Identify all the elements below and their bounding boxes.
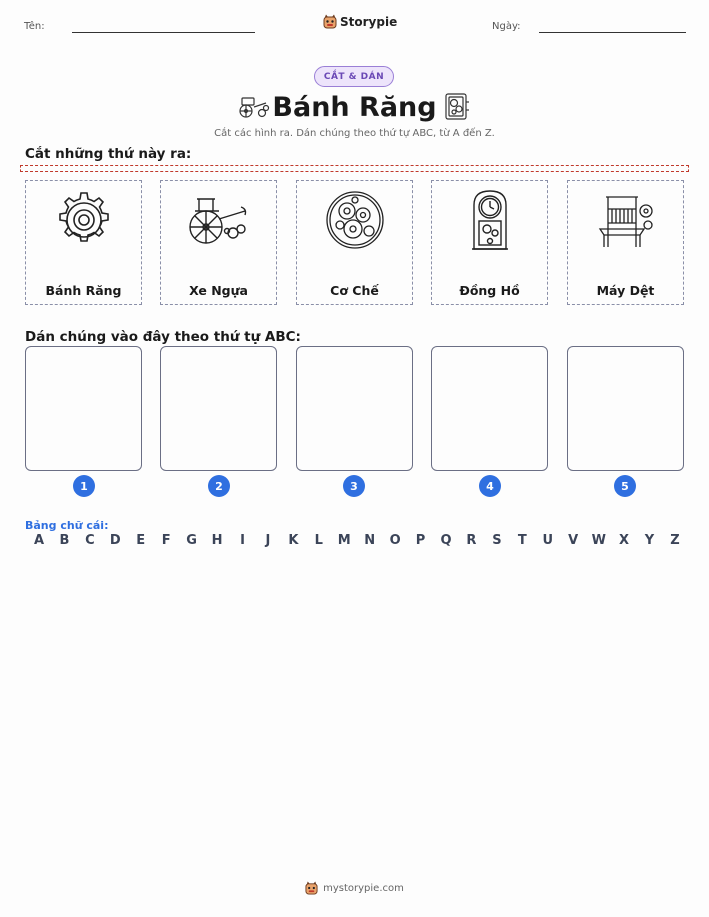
- alphabet-letter: M: [337, 533, 351, 548]
- paste-slot-1[interactable]: [25, 346, 142, 471]
- paste-heading: Dán chúng vào đây theo thứ tự ABC:: [25, 329, 301, 345]
- name-line[interactable]: [72, 32, 255, 33]
- alphabet-row: [32, 533, 682, 548]
- mechanism-icon: [325, 189, 385, 251]
- alphabet-letter: B: [59, 533, 70, 548]
- clock-small-icon: [443, 92, 471, 122]
- slot-number-1: 1: [73, 475, 95, 497]
- alphabet-letter: X: [619, 533, 630, 548]
- alphabet-letter: K: [288, 533, 299, 548]
- page-title: Bánh Răng: [272, 92, 437, 123]
- cut-card-loom[interactable]: [567, 180, 684, 305]
- alphabet-letter: A: [33, 533, 45, 548]
- storypie-mascot-icon: [323, 14, 337, 29]
- card-label: Bánh Răng: [45, 283, 122, 298]
- slot-number-3: 3: [343, 475, 365, 497]
- alphabet-letter: H: [211, 533, 223, 548]
- card-label: Đồng Hồ: [459, 283, 520, 298]
- date-label: Ngày:: [492, 21, 521, 32]
- alphabet-letter: S: [492, 533, 502, 548]
- paste-slot-2[interactable]: [160, 346, 277, 471]
- slot-number-5: 5: [614, 475, 636, 497]
- alphabet-letter: D: [109, 533, 121, 548]
- card-label: Máy Dệt: [596, 283, 655, 298]
- slot-number-4: 4: [479, 475, 501, 497]
- paste-slot-5[interactable]: [567, 346, 684, 471]
- cut-card-clock[interactable]: [431, 180, 548, 305]
- card-label: Cơ Chế: [330, 283, 379, 298]
- cut-card-gear[interactable]: [25, 180, 142, 305]
- date-line[interactable]: [539, 32, 686, 33]
- brand-logo: [323, 14, 397, 29]
- alphabet-letter: V: [568, 533, 579, 548]
- alphabet-letter: O: [389, 533, 401, 548]
- alphabet-letter: W: [591, 533, 606, 548]
- alphabet-letter: J: [265, 533, 271, 548]
- footer-url[interactable]: mystorypie.com: [323, 882, 404, 894]
- alphabet-letter: U: [542, 533, 554, 548]
- slot-number-2: 2: [208, 475, 230, 497]
- alphabet-letter: G: [186, 533, 197, 548]
- cut-card-carriage[interactable]: [160, 180, 277, 305]
- alphabet-letter: E: [136, 533, 146, 548]
- cut-card-mechanism[interactable]: [296, 180, 413, 305]
- alphabet-letter: I: [240, 533, 245, 548]
- activity-badge: CẮT & DÁN: [314, 66, 394, 87]
- alphabet-letter: C: [85, 533, 95, 548]
- name-label: Tên:: [24, 21, 45, 32]
- loom-icon: [596, 189, 656, 251]
- cut-guide-line: [20, 165, 689, 172]
- paste-slot-4[interactable]: [431, 346, 548, 471]
- storypie-mascot-icon: [305, 881, 318, 895]
- brand-name: Storypie: [340, 14, 398, 29]
- alphabet-letter: T: [517, 533, 527, 548]
- alphabet-letter: L: [314, 533, 323, 548]
- card-label: Xe Ngựa: [189, 283, 248, 298]
- instructions: Cắt các hình ra. Dán chúng theo thứ tự ABC, từ A đến Z.: [214, 128, 495, 139]
- alphabet-heading: Bảng chữ cái:: [25, 519, 109, 532]
- alphabet-letter: F: [161, 533, 171, 548]
- gear-icon: [54, 189, 114, 251]
- carriage-icon: [189, 189, 249, 251]
- alphabet-letter: Z: [670, 533, 680, 548]
- paste-slot-3[interactable]: [296, 346, 413, 471]
- alphabet-letter: P: [415, 533, 426, 548]
- alphabet-letter: R: [466, 533, 477, 548]
- footer: [0, 881, 709, 895]
- cut-heading: Cắt những thứ này ra:: [25, 146, 192, 162]
- alphabet-letter: N: [364, 533, 376, 548]
- alphabet-letter: Y: [644, 533, 655, 548]
- alphabet-letter: Q: [440, 533, 452, 548]
- clock-icon: [460, 189, 520, 251]
